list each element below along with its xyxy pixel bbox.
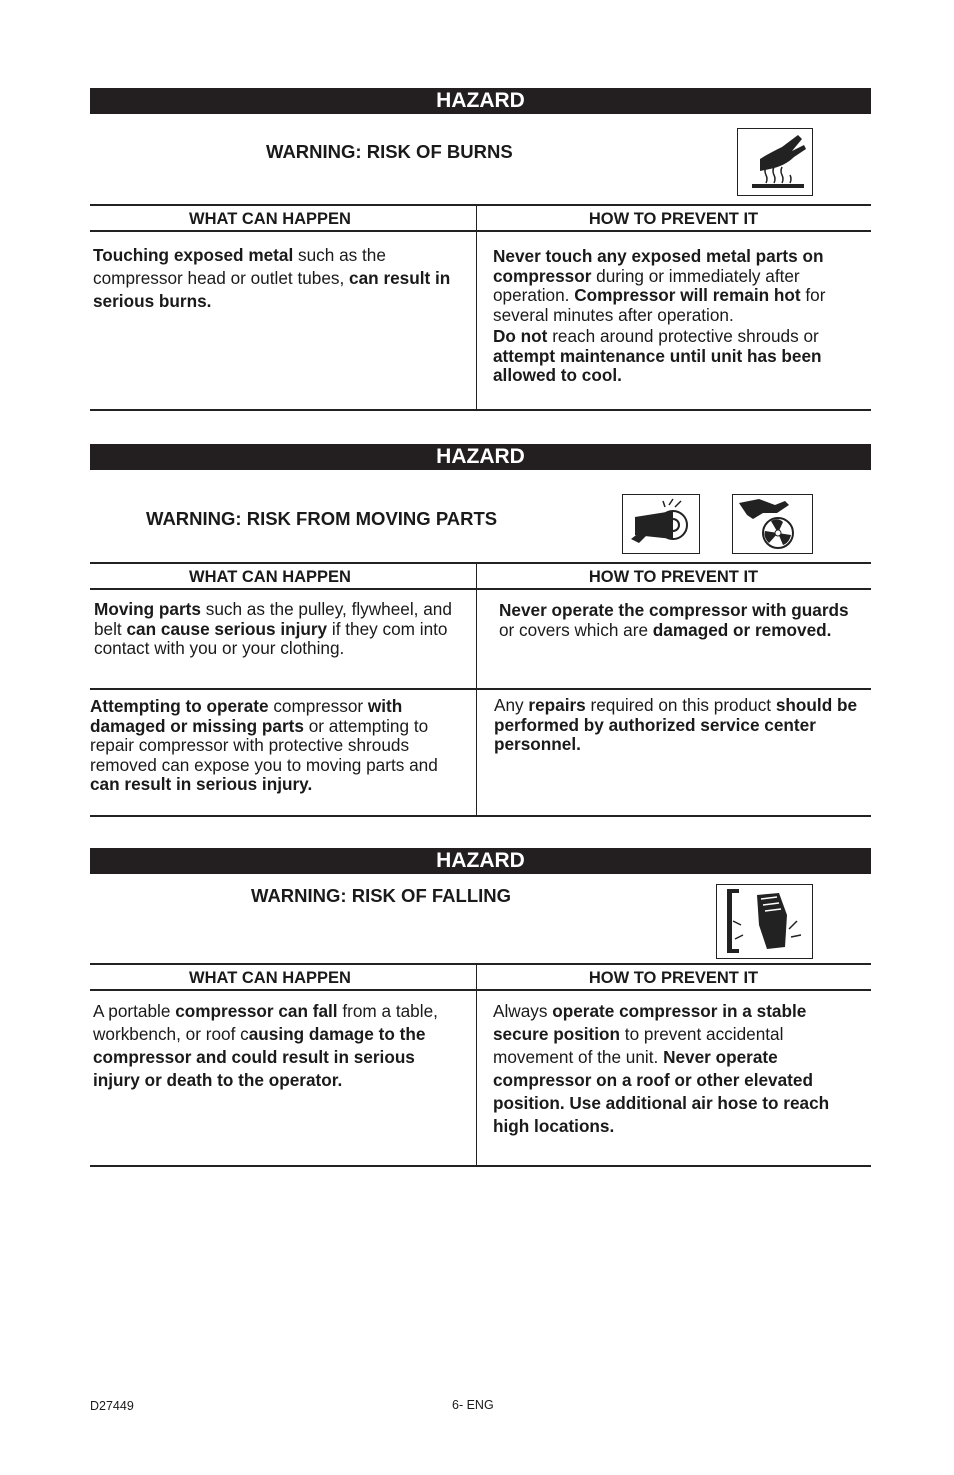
warning-title: WARNING: RISK OF FALLING	[251, 885, 512, 906]
hazard-banner: HAZARD	[90, 88, 871, 114]
belt-pulley-hazard-icon	[622, 494, 700, 554]
table-rule	[90, 409, 871, 411]
document-id: D27449	[90, 1399, 134, 1413]
text-run: during or immediately after operation.	[493, 265, 800, 305]
table-rule	[90, 815, 871, 817]
bold-text-run: compressor can fall	[175, 1001, 338, 1021]
table-rule	[90, 562, 871, 564]
what-can-happen-cell	[93, 244, 463, 313]
text-run: required on this product	[585, 695, 776, 715]
bold-text-run: Do not	[493, 326, 548, 346]
hazard-table	[90, 963, 871, 1173]
bold-text-run: can result in serious burns.	[93, 268, 451, 311]
hazard-banner: HAZARD	[90, 848, 871, 874]
bold-text-run: Attempting to operate	[90, 696, 269, 716]
text-run: Any	[494, 695, 529, 715]
warning-title: WARNING: RISK OF BURNS	[266, 141, 513, 162]
what-can-happen-cell	[93, 1000, 463, 1092]
bold-text-run: Touching exposed metal	[93, 245, 294, 265]
table-rule	[90, 230, 871, 232]
text-run: such as the pulley, flywheel, and belt	[94, 599, 452, 639]
hazard-table	[90, 204, 871, 414]
text-run: from a table, workbench, or roof c	[93, 1001, 438, 1044]
bold-text-run: damaged or removed.	[652, 619, 832, 640]
column-header-how: HOW TO PREVENT IT	[588, 210, 759, 228]
text-run: A portable	[93, 1001, 176, 1021]
column-header-what: WHAT CAN HAPPEN	[189, 210, 351, 228]
how-to-prevent-cell	[493, 327, 863, 386]
text-run: for several minutes after operation.	[493, 285, 826, 325]
text-run: or attempting to repair compressor with protective shrouds removed can expose you to moving parts and	[90, 715, 438, 775]
column-divider	[476, 204, 477, 410]
text-run: reach around protective shrouds or	[547, 326, 819, 346]
bold-text-run: can cause serious injury	[126, 618, 328, 639]
bold-text-run: Never operate the compressor with guards	[499, 600, 849, 620]
bold-text-run: Never operate compressor on a roof or other elevated position. Use additional air hose to reach high locations.	[493, 1047, 830, 1136]
table-rule	[90, 989, 871, 991]
column-header-how: HOW TO PREVENT IT	[588, 568, 759, 586]
bold-text-run: ausing damage to the compressor and could result in serious injury or death to the operator.	[93, 1024, 426, 1090]
how-to-prevent-cell	[493, 1000, 863, 1138]
text-run: compressor	[268, 696, 368, 716]
bold-text-run: Compressor will remain hot	[574, 285, 801, 305]
table-rule	[90, 688, 871, 690]
how-to-prevent-cell	[494, 696, 864, 755]
table-rule	[90, 204, 871, 206]
table-rule	[90, 588, 871, 590]
warning-title: WARNING: RISK FROM MOVING PARTS	[146, 508, 498, 529]
bold-text-run: with damaged or missing parts	[90, 696, 403, 736]
column-divider	[476, 963, 477, 1166]
column-header-how: HOW TO PREVENT IT	[588, 969, 759, 987]
text-run: to prevent accidental movement of the unit.	[493, 1024, 784, 1067]
hazard-banner: HAZARD	[90, 444, 871, 470]
page-number: 6- ENG	[452, 1398, 494, 1412]
bold-text-run: can result in serious injury.	[90, 774, 313, 794]
text-run: or covers which are	[499, 619, 653, 640]
text-run: if they com into contact with you or your clothing.	[94, 618, 448, 658]
fan-blade-hand-icon	[732, 494, 813, 554]
column-header-what: WHAT CAN HAPPEN	[189, 568, 351, 586]
bold-text-run: operate compressor in a stable secure position	[493, 1001, 807, 1044]
bold-text-run: should be performed by authorized service center personnel.	[494, 695, 858, 754]
what-can-happen-cell	[90, 697, 462, 795]
text-run: such as the compressor head or outlet tubes,	[93, 245, 386, 288]
how-to-prevent-cell	[499, 601, 867, 640]
text-run: Always	[493, 1001, 553, 1021]
what-can-happen-cell	[94, 600, 466, 659]
falling-object-icon	[716, 884, 813, 959]
bold-text-run: Never touch any exposed metal parts on compressor	[493, 246, 824, 286]
bold-text-run: attempt maintenance until unit has been allowed to cool.	[493, 345, 822, 385]
table-rule	[90, 963, 871, 965]
hot-surface-hand-icon	[737, 128, 813, 196]
how-to-prevent-cell	[493, 247, 863, 325]
table-rule	[90, 1165, 871, 1167]
bold-text-run: Moving parts	[94, 599, 201, 619]
column-header-what: WHAT CAN HAPPEN	[189, 969, 351, 987]
hazard-table	[90, 562, 871, 820]
bold-text-run: repairs	[528, 695, 586, 715]
